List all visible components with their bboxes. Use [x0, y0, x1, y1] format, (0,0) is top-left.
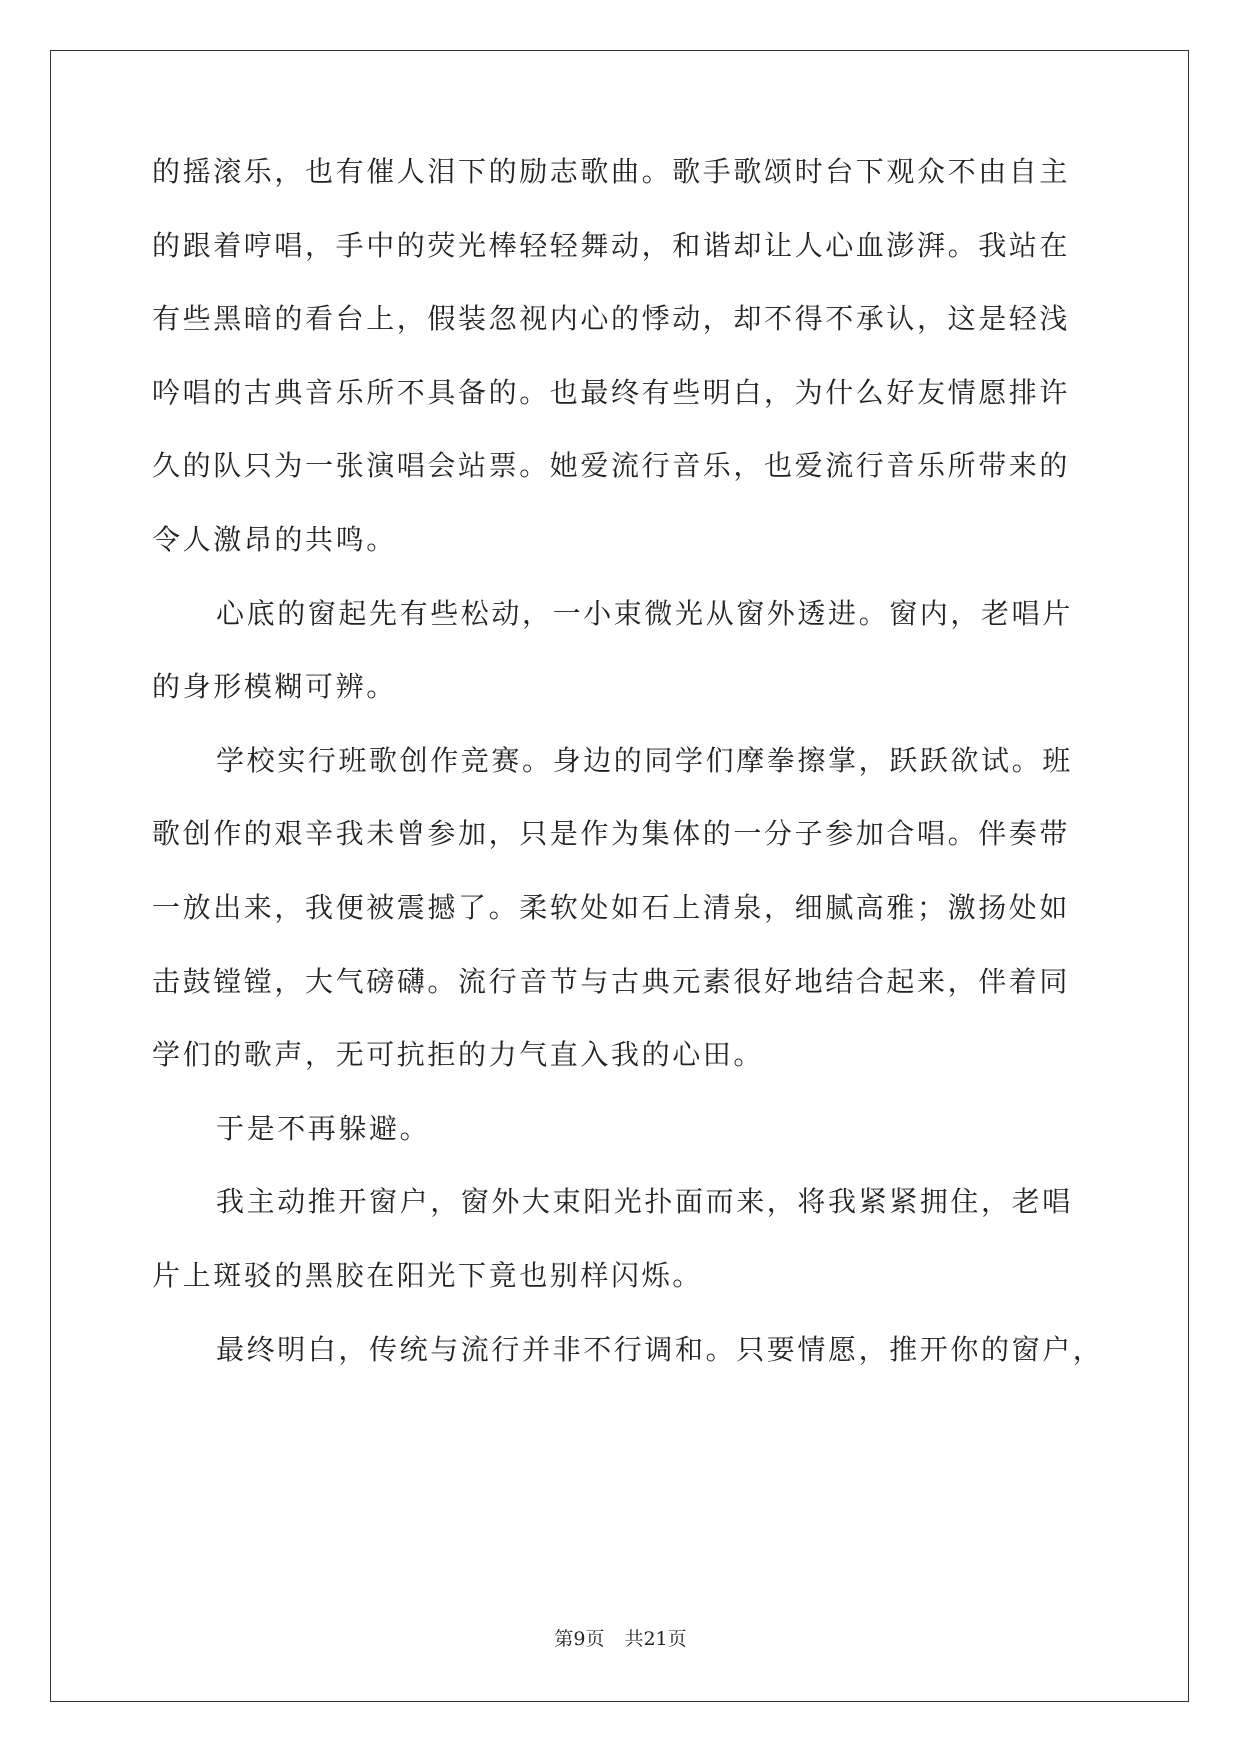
text-line: 令人激昂的共鸣。 [152, 523, 397, 556]
page-footer [0, 1626, 1241, 1652]
text-line: 击鼓镗镗，大气磅礴。流行音节与古典元素很好地结合起来，伴着同 [152, 965, 1071, 998]
text-line: 于是不再躲避。 [216, 1112, 431, 1145]
page-border [50, 50, 1189, 1702]
text-line: 片上斑驳的黑胶在阳光下竟也别样闪烁。 [152, 1259, 703, 1292]
text-line: 的跟着哼唱，手中的荧光棒轻轻舞动，和谐却让人心血澎湃。我站在 [152, 229, 1071, 262]
text-line: 最终明白，传统与流行并非不行调和。只要情愿，推开你的窗户， [216, 1333, 1104, 1366]
text-line: 一放出来，我便被震撼了。柔软处如石上清泉，细腻高雅；激扬处如 [152, 891, 1071, 924]
text-line: 学校实行班歌创作竞赛。身边的同学们摩拳擦掌，跃跃欲试。班 [216, 744, 1073, 777]
text-line: 有些黑暗的看台上，假装忽视内心的悸动，却不得不承认，这是轻浅 [152, 302, 1071, 335]
page-number: 第9页 [554, 1628, 605, 1650]
text-line: 的摇滚乐，也有催人泪下的励志歌曲。歌手歌颂时台下观众不由自主 [152, 155, 1071, 188]
text-line: 我主动推开窗户，窗外大束阳光扑面而来，将我紧紧拥住，老唱 [216, 1185, 1073, 1218]
text-line: 的身形模糊可辨。 [152, 670, 397, 703]
text-line: 歌创作的艰辛我未曾参加，只是作为集体的一分子参加合唱。伴奏带 [152, 817, 1071, 850]
text-line: 吟唱的古典音乐所不具备的。也最终有些明白，为什么好友情愿排许 [152, 376, 1071, 409]
text-line: 学们的歌声，无可抗拒的力气直入我的心田。 [152, 1038, 765, 1071]
text-line: 心底的窗起先有些松动，一小束微光从窗外透进。窗内，老唱片 [216, 597, 1073, 630]
text-line: 久的队只为一张演唱会站票。她爱流行音乐，也爱流行音乐所带来的 [152, 449, 1071, 482]
page-total: 共21页 [624, 1628, 687, 1650]
